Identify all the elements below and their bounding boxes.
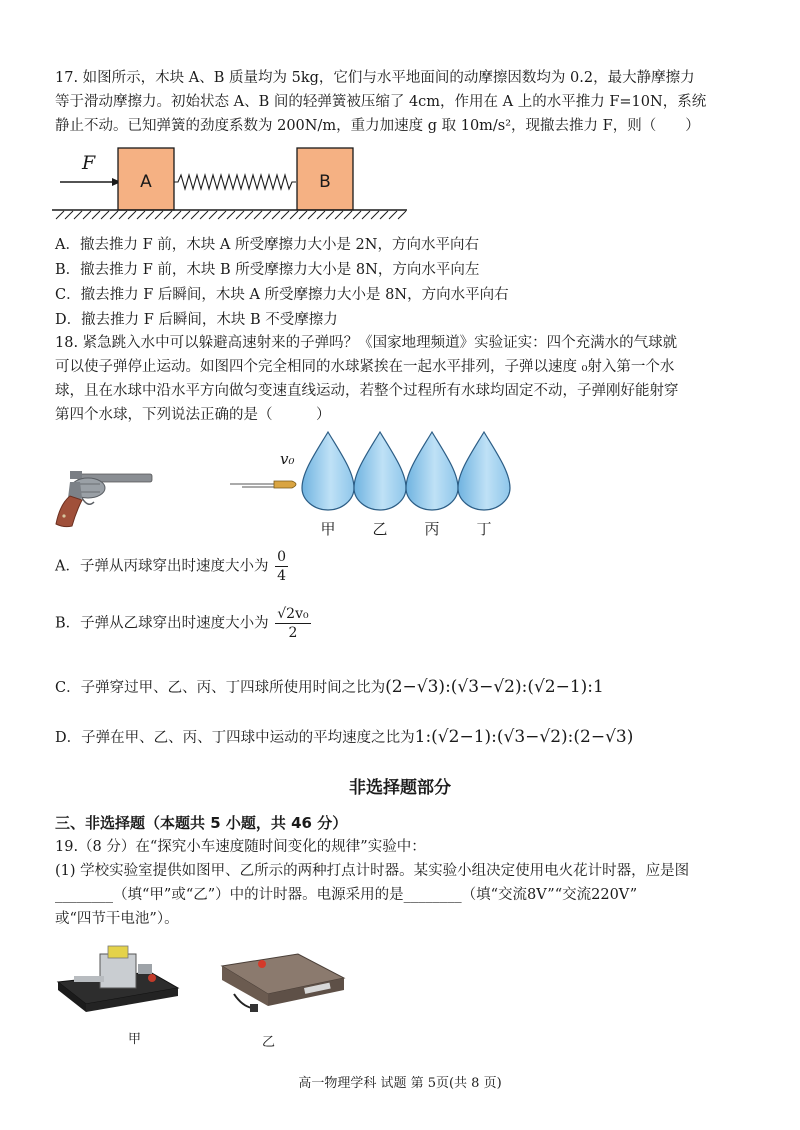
q17-option-c: C．撤去推力 F 后瞬间，木块 A 所受摩擦力大小是 8N，方向水平向右	[55, 287, 509, 303]
q17-line-2: 等于滑动摩擦力。初始状态 A、B 间的轻弹簧被压缩了 4cm，作用在 A 上的水平推力 F=10N，系统	[55, 94, 707, 110]
q18-option-d-text: D．子弹在甲、乙、丙、丁四球中运动的平均速度之比为	[55, 730, 415, 746]
water-ball-jia	[302, 432, 354, 510]
q19-line-4: 或“四节干电池”）。	[55, 911, 179, 927]
q18-option-a-fraction	[275, 548, 288, 585]
block-a-label: A	[140, 172, 152, 192]
section-three-title: 三、非选择题（本题共 5 小题，共 46 分）	[55, 814, 348, 832]
spring	[174, 175, 296, 189]
water-ball-yi	[354, 432, 406, 510]
q18-line-1: 18. 紧急跳入水中可以躲避高速射来的子弹吗？《国家地理频道》实验证实：四个充满水的气球就	[55, 335, 678, 351]
q18-option-c	[55, 676, 604, 697]
q18-line-2: 可以使子弹停止运动。如图四个完全相同的水球紧挨在一起水平排列，子弹以速度 ₀射入第一个水	[55, 359, 675, 375]
water-ball-bing	[406, 432, 458, 510]
water-balls-figure	[228, 428, 518, 546]
q18-option-d	[55, 726, 633, 747]
q19-line-2: (1) 学校实验室提供如图甲、乙所示的两种打点计时器。某实验小组决定使用电火花计时器，应是图	[55, 863, 690, 879]
q17-line-1: 17. 如图所示，木块 A、B 质量均为 5kg，它们与水平地面间的动摩擦因数均为 0.2，最大静摩擦力	[55, 70, 695, 86]
revolver-image	[48, 468, 156, 530]
q18-option-c-text: C．子弹穿过甲、乙、丙、丁四球所使用时间之比为	[55, 680, 386, 696]
caption-jia: 甲	[128, 1032, 142, 1047]
spring-blocks-figure	[52, 145, 412, 223]
fraction-numerator: √2v₀	[277, 606, 309, 622]
q18-option-a-text: A．子弹从丙球穿出时速度大小为	[55, 558, 269, 575]
spark-timer-image	[214, 942, 354, 1024]
q19-line-1: 19.（8 分）在“探究小车速度随时间变化的规律”实验中：	[55, 839, 426, 855]
fraction-numerator: 0	[277, 549, 287, 565]
q19-line-3: ________（填“甲”或“乙”）中的计时器。电源采用的是________（填“交流8V”“交流220V”	[55, 887, 638, 903]
ball-label-bing: 丙	[424, 520, 440, 538]
block-b-label: B	[319, 172, 331, 192]
ground-hatching	[56, 211, 406, 219]
q18-line-3: 球，且在水球中沿水平方向做匀变速直线运动，若整个过程所有水球均固定不动，子弹刚好能射穿	[55, 383, 679, 399]
caption-yi: 乙	[262, 1035, 276, 1050]
q18-option-d-ratio: 1:(√2−1):(√3−√2):(2−√3)	[414, 727, 634, 747]
force-label: F	[82, 152, 96, 174]
q18-line-4: 第四个水球，下列说法正确的是（ ）	[55, 407, 331, 423]
q17-line-3: 静止不动。已知弹簧的劲度系数为 200N/m，重力加速度 g 取 10m/s²，现撤去推力 F，则（ ）	[55, 118, 700, 134]
q18-option-a	[55, 548, 290, 585]
part-title: 非选择题部分	[349, 778, 451, 798]
fraction-denominator: 2	[288, 625, 298, 641]
ball-label-ding: 丁	[476, 520, 492, 538]
q18-option-c-ratio: (2−√3):(√3−√2):(√2−1):1	[385, 677, 604, 697]
ball-label-yi: 乙	[372, 520, 388, 538]
q17-option-b: B．撤去推力 F 前，木块 B 所受摩擦力大小是 8N，方向水平向左	[55, 262, 480, 278]
bullet	[274, 481, 296, 488]
q18-option-b	[55, 605, 313, 642]
water-ball-ding	[458, 432, 510, 510]
q18-option-b-fraction	[275, 605, 310, 642]
q17-option-a: A．撤去推力 F 前，木块 A 所受摩擦力大小是 2N，方向水平向右	[55, 237, 479, 253]
fraction-denominator: 4	[277, 568, 287, 584]
q18-option-b-text: B．子弹从乙球穿出时速度大小为	[55, 615, 269, 632]
ball-label-jia: 甲	[320, 520, 336, 538]
page-footer: 高一物理学科 试题 第 5页(共 8 页)	[298, 1076, 502, 1091]
electromagnetic-timer-image	[52, 942, 182, 1020]
v0-label: v₀	[280, 450, 295, 468]
q17-option-d: D．撤去推力 F 后瞬间，木块 B 不受摩擦力	[55, 312, 338, 328]
